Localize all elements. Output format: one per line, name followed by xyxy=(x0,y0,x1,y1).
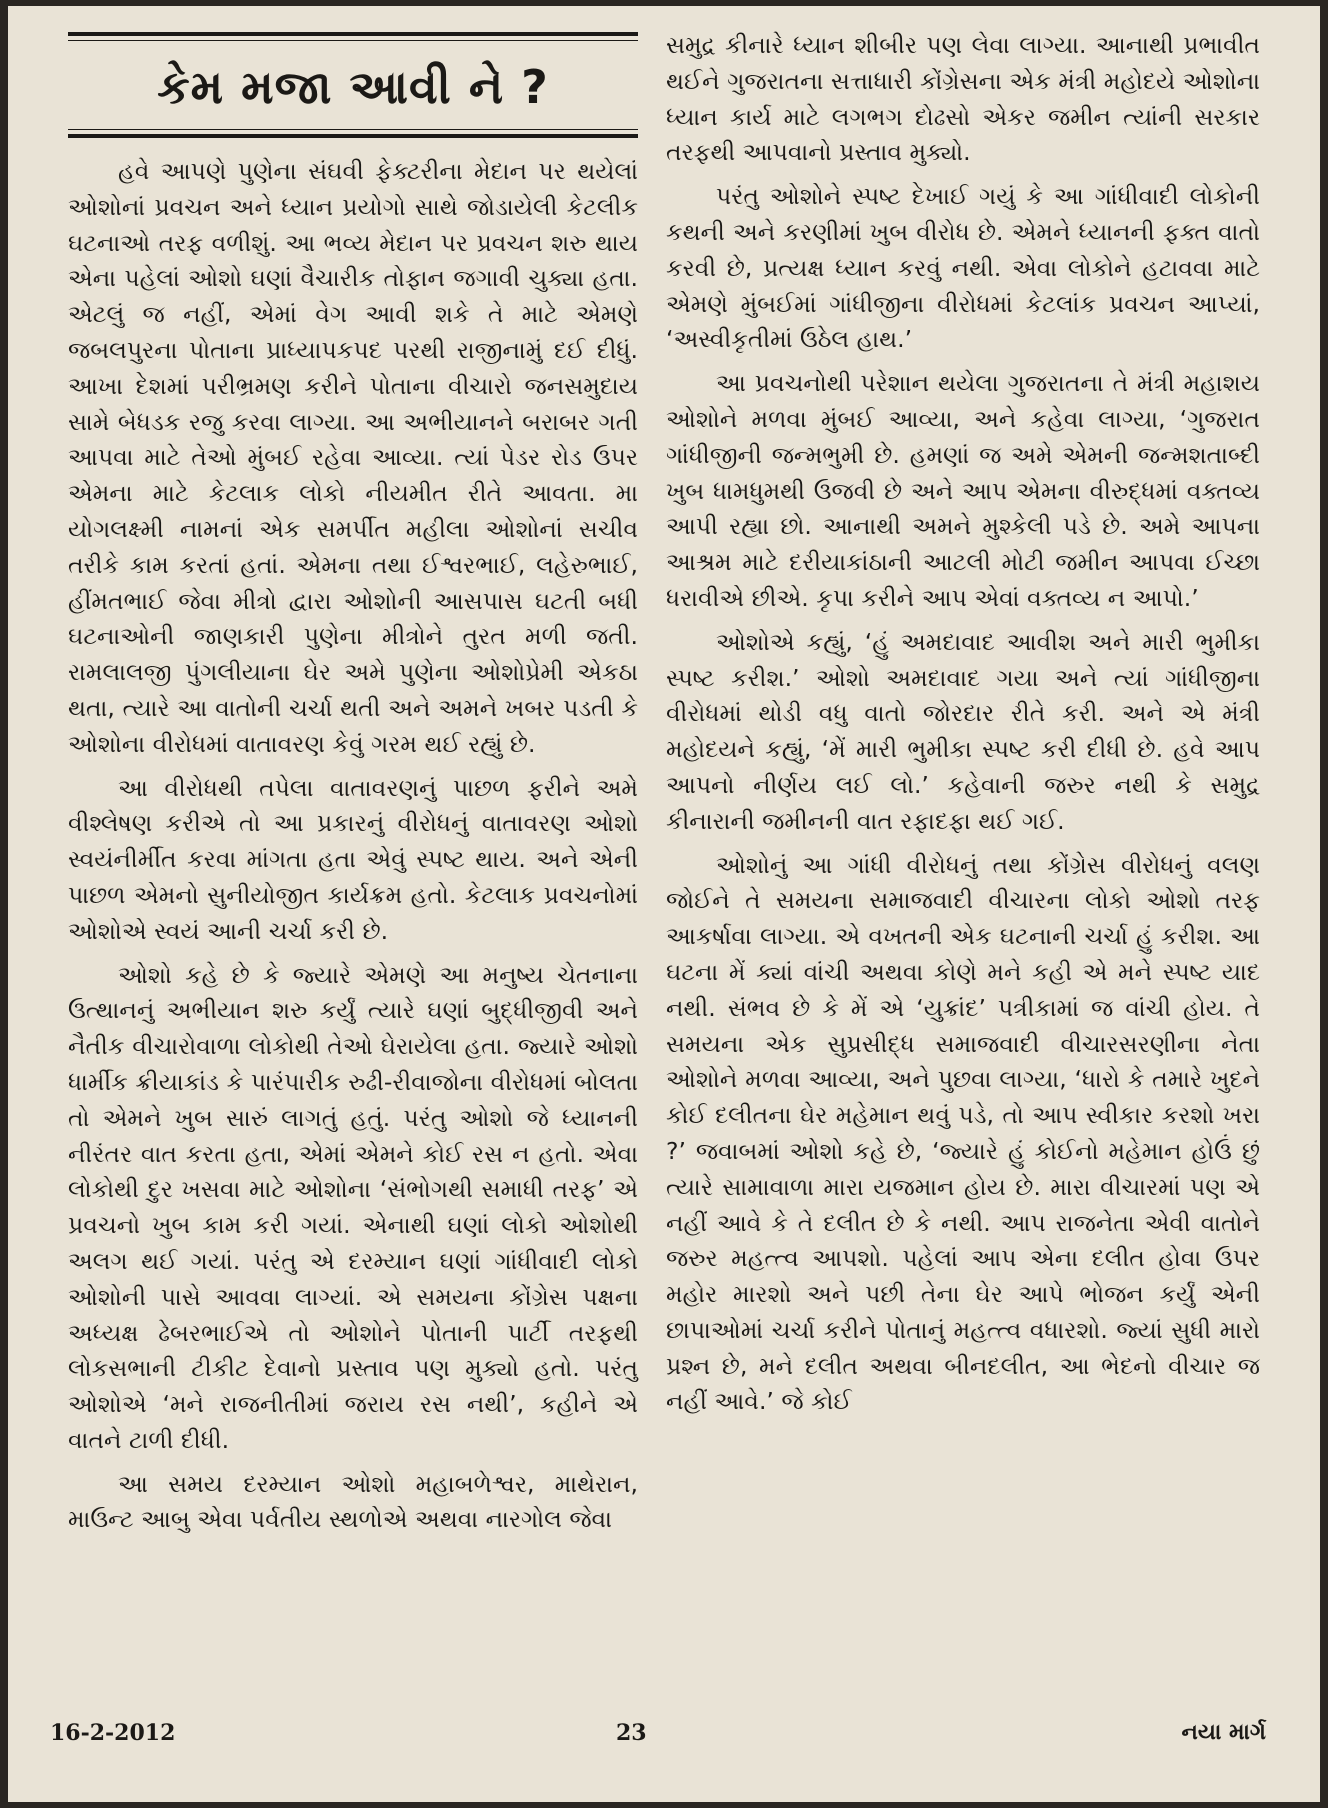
paragraph: ઓશોએ કહ્યું, ‘હું અમદાવાદ આવીશ અને મારી ભુમીકા સ્પષ્ટ કરીશ.’ ઓશો અમદાવાદ ગયા અને ત્યાં ગાંધીજીના વીરોધમાં થોડી વધુ વાતો જોરદાર રીતે કરી. અને એ મંત્રી મહોદયને કહ્યું, ‘મેં મારી ભુમીકા સ્પષ્ટ કરી દીધી છે. હવે આપ આપનો નીર્ણય લઈ લો.’ કહેવાની જરુર નથી કે સમુદ્ર કીનારાની જમીનની વાત રફાદફા થઈ ગઈ. xyxy=(666,627,1260,835)
headline-bottom-rule xyxy=(68,134,638,138)
paragraph: ઓશો કહે છે કે જ્યારે એમણે આ મનુષ્ય ચેતનાના ઉત્થાનનું અભીયાન શરુ કર્યું ત્યારે ઘણાં બુદ્ધીજીવી અને નૈતીક વીચારોવાળા લોકોથી તેઓ ઘેરાયેલા હતા. જ્યારે ઓશો ધાર્મીક ક્રીયાકાંડ કે પારંપારીક રુઢી-રીવાજોના વીરોધમાં બોલતા તો એમને ખુબ સારું લાગતું હતું. પરંતુ ઓશો જે ધ્યાનની નીરંતર વાત કરતા હતા, એમાં એમને કોઈ રસ ન હતો. એવા લોકોથી દુર ખસવા માટે ઓશોના ‘સંભોગથી સમાધી તરફ’ એ પ્રવચનો ખુબ કામ કરી ગયાં. એનાથી ઘણાં લોકો ઓશોથી અલગ થઈ ગયાં. પરંતુ એ દરમ્યાન ઘણાં ગાંધીવાદી લોકો ઓશોની પાસે આવવા લાગ્યાં. એ સમયના કોંગ્રેસ પક્ષના અધ્યક્ષ ઢેબરભાઈએ તો ઓશોને પોતાની પાર્ટી તરફથી લોકસભાની ટીકીટ દેવાનો પ્રસ્તાવ પણ મુક્યો હતો. પરંતુ ઓશોએ ‘મને રાજનીતીમાં જરાય રસ નથી’, કહીને એ વાતને ટાળી દીધી. xyxy=(68,960,638,1454)
paragraph: હવે આપણે પુણેના સંઘવી ફેક્ટરીના મેદાન પર થયેલાં ઓશોનાં પ્રવચન અને ધ્યાન પ્રયોગો સાથે જોડાયેલી કેટલીક ઘટનાઓ તરફ વળીશું. આ ભવ્ય મેદાન પર પ્રવચન શરુ થાય એના પહેલાં ઓશો ઘણાં વૈચારીક તોફાન જગાવી ચુક્યા હતા. એટલું જ નહીં, એમાં વેગ આવી શકે તે માટે એમણે જબલપુરના પોતાના પ્રાધ્યાપકપદ પરથી રાજીનામું દઈ દીધું. આખા દેશમાં પરીભ્રમણ કરીને પોતાના વીચારો જનસમુદાય સામે બેધડક રજુ કરવા લાગ્યા. આ અભીયાનને બરાબર ગતી આપવા માટે તેઓ મુંબઈ રહેવા આવ્યા. ત્યાં પેડર રોડ ઉપર એમના માટે કેટલાક લોકો નીયમીત રીતે આવતા. મા યોગલક્ષ્મી નામનાં એક સમર્પીત મહીલા ઓશોનાં સચીવ તરીકે કામ કરતાં હતાં. એમના તથા ઈશ્વરભાઈ, લહેરુભાઈ, હીંમતભાઈ જેવા મીત્રો દ્વારા ઓશોની આસપાસ ઘટતી બધી ઘટનાઓની જાણકારી પુણેના મીત્રોને તુરત મળી જતી. રામલાલજી પુંગલીયાના ઘેર અમે પુણેના ઓશોપ્રેમી એકઠા થતા, ત્યારે આ વાતોની ચર્ચા થતી અને અમને ખબર પડતી કે ઓશોના વીરોધમાં વાતાવરણ કેવું ગરમ થઈ રહ્યું છે. xyxy=(68,157,638,758)
paragraph: પરંતુ ઓશોને સ્પષ્ટ દેખાઈ ગયું કે આ ગાંધીવાદી લોકોની કથની અને કરણીમાં ખુબ વીરોધ છે. એમને ધ્યાનની ફક્ત વાતો કરવી છે, પ્રત્યક્ષ ધ્યાન કરવું નથી. એવા લોકોને હટાવવા માટે એમણે મુંબઈમાં ગાંધીજીના વીરોધમાં કેટલાંક પ્રવચન આપ્યાં, ‘અસ્વીકૃતીમાં ઉઠેલ હાથ.’ xyxy=(666,182,1260,354)
paragraph: આ પ્રવચનોથી પરેશાન થયેલા ગુજરાતના તે મંત્રી મહાશય ઓશોને મળવા મુંબઈ આવ્યા, અને કહેવા લાગ્યા, ‘ગુજરાત ગાંધીજીની જન્મભુમી છે. હમણાં જ અમે એમની જન્મશતાબ્દી ખુબ ધામધુમથી ઉજવી છે અને આપ એમના વીરુદ્ધમાં વક્તવ્ય આપી રહ્યા છો. આનાથી અમને મુશ્કેલી પડે છે. અમે આપના આશ્રમ માટે દરીયાકાંઠાની આટલી મોટી જમીન આપવા ઈચ્છા ધરાવીએ છીએ. કૃપા કરીને આપ એવાં વક્તવ્ય ન આપો.’ xyxy=(666,369,1260,612)
paragraph: આ વીરોધથી તપેલા વાતાવરણનું પાછળ ફરીને અમે વીશ્લેષણ કરીએ તો આ પ્રકારનું વીરોધનું વાતાવરણ ઓશો સ્વયંનીર્મીત કરવા માંગતા હતા એવું સ્પષ્ટ થાય. અને એની પાછળ એમનો સુનીયોજીત કાર્યક્રમ હતો. કેટલાક પ્રવચનોમાં ઓશોએ સ્વયં આની ચર્ચા કરી છે. xyxy=(68,773,638,945)
paragraph: આ સમય દરમ્યાન ઓશો મહાબળેશ્વર, માથેરાન, માઉન્ટ આબુ એવા પર્વતીય સ્થળોએ અથવા નારગોલ જેવા xyxy=(68,1469,638,1534)
paragraph: ઓશોનું આ ગાંધી વીરોધનું તથા કોંગ્રેસ વીરોધનું વલણ જોઈને તે સમયના સમાજવાદી વીચારના લોકો ઓશો તરફ આકર્ષાવા લાગ્યા. એ વખતની એક ઘટનાની ચર્ચા હું કરીશ. આ ઘટના મેં ક્યાં વાંચી અથવા કોણે મને કહી એ મને સ્પષ્ટ યાદ નથી. સંભવ છે કે મેં એ ‘યુક્રાંદ’ પત્રીકામાં જ વાંચી હોય. તે સમયના એક સુપ્રસીદ્ધ સમાજવાદી વીચારસરણીના નેતા ઓશોને મળવા આવ્યા, અને પુછવા લાગ્યા, ‘ધારો કે તમારે ખુદને કોઈ દલીતના ઘેર મહેમાન થવું પડે, તો આપ સ્વીકાર કરશો ખરા ?’ જવાબમાં ઓશો કહે છે, ‘જ્યારે હું કોઈનો મહેમાન હોઉં છું ત્યારે સામાવાળા મારા યજમાન હોય છે. મારા વીચારમાં પણ એ નહીં આવે કે તે દલીત છે કે નથી. આપ રાજનેતા એવી વાતોને જરુર મહત્ત્વ આપશો. પહેલાં આપ એના દલીત હોવા ઉપર મહોર મારશો અને પછી તેના ઘેર આપે ભોજન કર્યું એની છાપાઓમાં ચર્ચા કરીને પોતાનું મહત્ત્વ વધારશો. જ્યાં સુધી મારો પ્રશ્ન છે, મને દલીત અથવા બીનદલીત, આ ભેદનો વીચાર જ નહીં આવે.’ જે કોઈ xyxy=(666,850,1260,1416)
left-column xyxy=(68,32,638,1546)
magazine-name: નયા માર્ગ xyxy=(1181,1720,1266,1745)
right-column xyxy=(666,28,1260,1428)
headline-top-rule xyxy=(68,32,638,36)
article-title: કેમ મજા આવી ને ? xyxy=(157,60,549,114)
headline-box xyxy=(68,32,638,138)
paragraph: સમુદ્ર કીનારે ધ્યાન શીબીર પણ લેવા લાગ્યા. આનાથી પ્રભાવીત થઈને ગુજરાતના સત્તાધારી કોંગ્રેસના એક મંત્રી મહોદયે ઓશોના ધ્યાન કાર્ય માટે લગભગ દોઢસો એકર જમીન ત્યાંની સરકાર તરફથી આપવાનો પ્રસ્તાવ મુક્યો. xyxy=(666,31,1260,167)
magazine-page xyxy=(8,6,1320,1802)
page-number: 23 xyxy=(616,1720,647,1746)
issue-date: 16-2-2012 xyxy=(50,1720,176,1746)
headline-bottom-rule-thin xyxy=(68,129,638,130)
